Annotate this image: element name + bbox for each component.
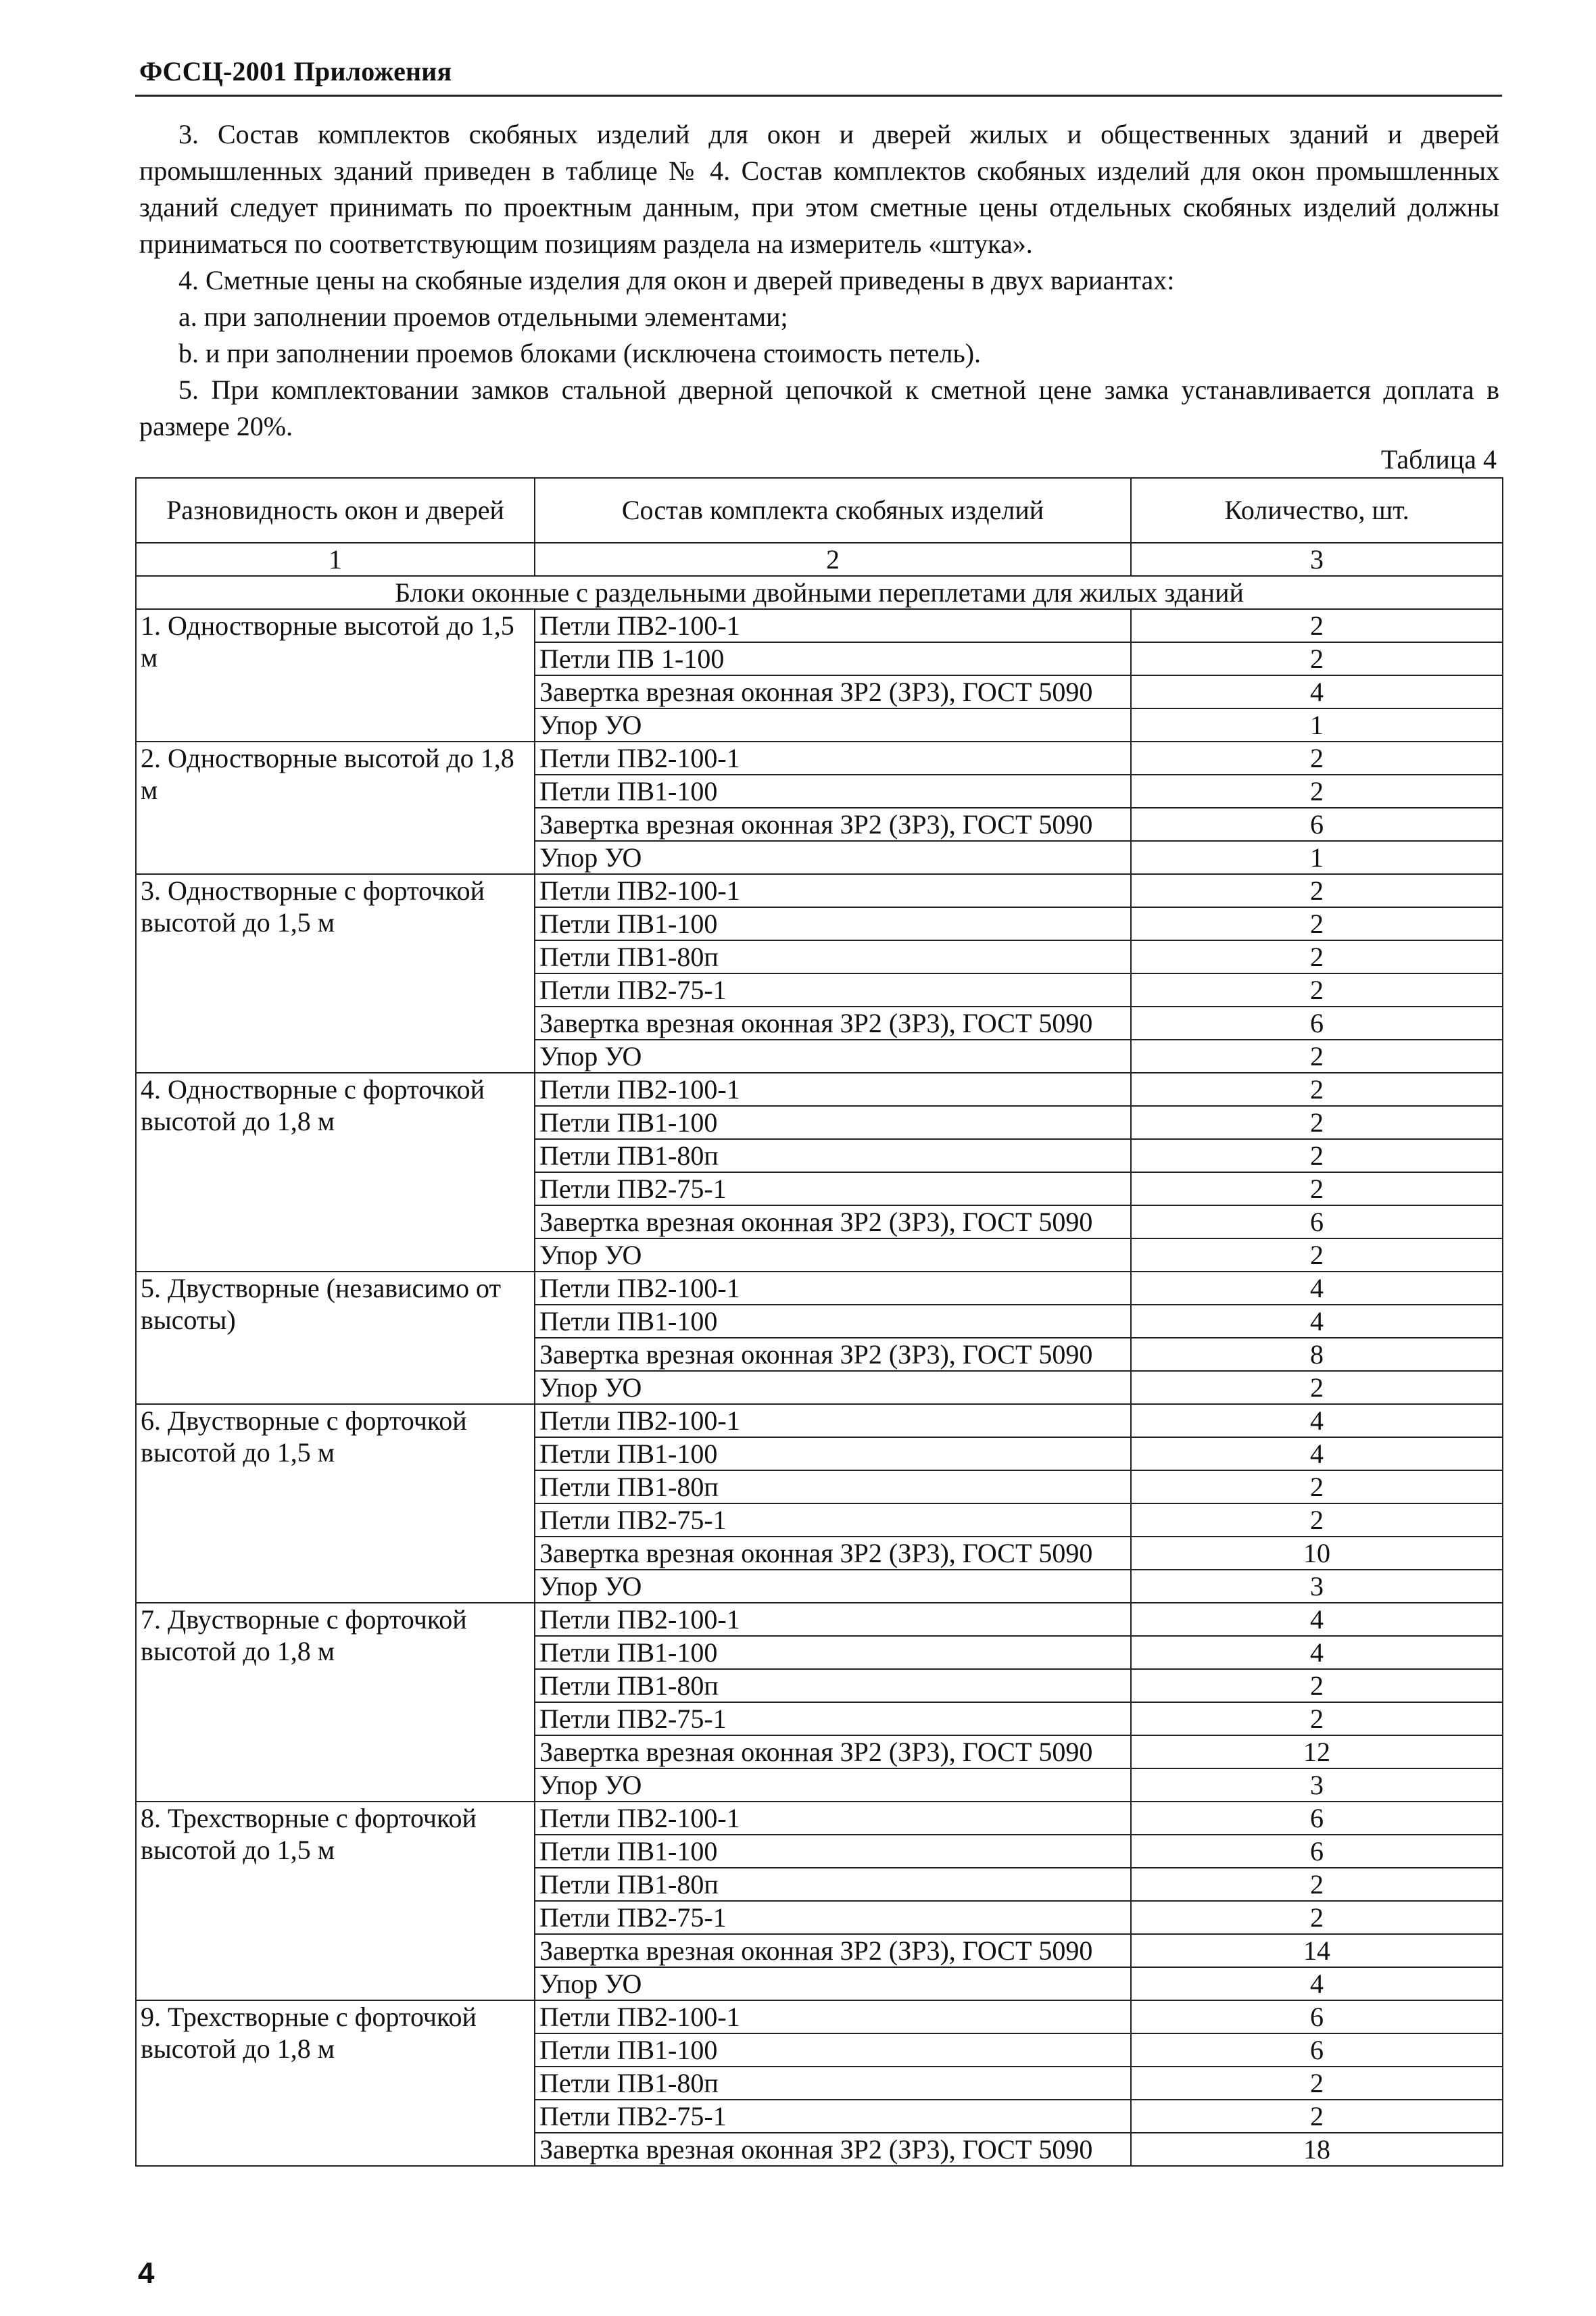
quantity-cell: 2	[1131, 874, 1503, 907]
quantity-cell: 10	[1131, 1537, 1503, 1570]
hardware-item-cell: Завертка врезная оконная ЗР2 (ЗР3), ГОСТ 5090	[535, 1205, 1131, 1238]
hardware-item-cell: Петли ПВ1-100	[535, 907, 1131, 940]
hardware-item-cell: Завертка врезная оконная ЗР2 (ЗР3), ГОСТ 5090	[535, 1934, 1131, 1967]
hardware-item-cell: Петли ПВ1-80п	[535, 1669, 1131, 1702]
header-window-kind: Разновидность окон и дверей	[136, 478, 535, 543]
window-kind-cell: 4. Одностворные с форточкой высотой до 1,8 м	[136, 1073, 535, 1272]
quantity-cell: 1	[1131, 708, 1503, 742]
quantity-cell: 4	[1131, 1272, 1503, 1305]
quantity-cell: 12	[1131, 1735, 1503, 1768]
hardware-item-cell: Петли ПВ2-100-1	[535, 742, 1131, 775]
table-caption: Таблица 4	[1380, 444, 1497, 475]
hardware-item-cell: Петли ПВ 1-100	[535, 642, 1131, 675]
quantity-cell: 6	[1131, 1007, 1503, 1040]
quantity-cell: 18	[1131, 2133, 1503, 2166]
hardware-item-cell: Петли ПВ1-100	[535, 2033, 1131, 2067]
header-hardware-set: Состав комплекта скобяных изделий	[535, 478, 1131, 543]
quantity-cell: 6	[1131, 1802, 1503, 1835]
window-kind-cell: 6. Двустворные с форточкой высотой до 1,5 м	[136, 1404, 535, 1603]
quantity-cell: 6	[1131, 2000, 1503, 2033]
column-number-1: 1	[136, 543, 535, 576]
quantity-cell: 14	[1131, 1934, 1503, 1967]
hardware-item-cell: Упор УО	[535, 841, 1131, 874]
quantity-cell: 2	[1131, 940, 1503, 973]
hardware-item-cell: Упор УО	[535, 1040, 1131, 1073]
section-title: Блоки оконные с раздельными двойными переплетами для жилых зданий	[136, 576, 1503, 609]
hardware-item-cell: Петли ПВ2-75-1	[535, 2100, 1131, 2133]
table-header-row	[136, 478, 1503, 543]
hardware-item-cell: Петли ПВ2-75-1	[535, 1901, 1131, 1934]
hardware-item-cell: Завертка врезная оконная ЗР2 (ЗР3), ГОСТ 5090	[535, 1537, 1131, 1570]
page-number: 4	[138, 2257, 155, 2290]
hardware-item-cell: Петли ПВ2-100-1	[535, 1603, 1131, 1636]
window-kind-cell: 3. Одностворные с форточкой высотой до 1,5 м	[136, 874, 535, 1073]
intro-text	[139, 116, 1499, 445]
quantity-cell: 4	[1131, 1603, 1503, 1636]
hardware-item-cell: Петли ПВ1-100	[535, 1106, 1131, 1139]
quantity-cell: 2	[1131, 1901, 1503, 1934]
quantity-cell: 1	[1131, 841, 1503, 874]
hardware-item-cell: Петли ПВ1-100	[535, 1305, 1131, 1338]
quantity-cell: 6	[1131, 1835, 1503, 1868]
hardware-item-cell: Петли ПВ2-100-1	[535, 609, 1131, 642]
quantity-cell: 2	[1131, 1238, 1503, 1272]
hardware-item-cell: Петли ПВ2-100-1	[535, 874, 1131, 907]
hardware-item-cell: Петли ПВ1-80п	[535, 1868, 1131, 1901]
hardware-item-cell: Завертка врезная оконная ЗР2 (ЗР3), ГОСТ 5090	[535, 675, 1131, 708]
table-row	[136, 2000, 1503, 2033]
hardware-item-cell: Упор УО	[535, 1371, 1131, 1404]
quantity-cell: 2	[1131, 1040, 1503, 1073]
quantity-cell: 2	[1131, 742, 1503, 775]
quantity-cell: 6	[1131, 808, 1503, 841]
quantity-cell: 2	[1131, 1073, 1503, 1106]
hardware-item-cell: Петли ПВ1-80п	[535, 1139, 1131, 1172]
table-row	[136, 1603, 1503, 1636]
table-row	[136, 1073, 1503, 1106]
hardware-item-cell: Петли ПВ1-100	[535, 1437, 1131, 1470]
quantity-cell: 6	[1131, 2033, 1503, 2067]
hardware-item-cell: Завертка врезная оконная ЗР2 (ЗР3), ГОСТ 5090	[535, 2133, 1131, 2166]
hardware-item-cell: Упор УО	[535, 1768, 1131, 1802]
column-number-2: 2	[535, 543, 1131, 576]
hardware-item-cell: Петли ПВ2-75-1	[535, 973, 1131, 1007]
table-row	[136, 874, 1503, 907]
quantity-cell: 2	[1131, 1868, 1503, 1901]
quantity-cell: 2	[1131, 2100, 1503, 2133]
table-row	[136, 609, 1503, 642]
column-number-row	[136, 543, 1503, 576]
quantity-cell: 4	[1131, 1404, 1503, 1437]
quantity-cell: 3	[1131, 1768, 1503, 1802]
section-row	[136, 576, 1503, 609]
hardware-item-cell: Петли ПВ1-80п	[535, 2067, 1131, 2100]
paragraph-4: 4. Сметные цены на скобяные изделия для окон и дверей приведены в двух вариантах:	[178, 265, 1175, 295]
quantity-cell: 2	[1131, 907, 1503, 940]
quantity-cell: 2	[1131, 2067, 1503, 2100]
quantity-cell: 2	[1131, 1669, 1503, 1702]
paragraph-5: 5. При комплектовании замков стальной дверной цепочкой к сметной цене замка устанавливается доплата в размере 20%.	[139, 375, 1499, 441]
paragraph-4a: a. при заполнении проемов отдельными элементами;	[178, 301, 788, 332]
hardware-item-cell: Завертка врезная оконная ЗР2 (ЗР3), ГОСТ 5090	[535, 1338, 1131, 1371]
window-kind-cell: 2. Одностворные высотой до 1,8 м	[136, 742, 535, 874]
running-title: ФССЦ-2001 Приложения	[139, 56, 452, 87]
quantity-cell: 2	[1131, 642, 1503, 675]
column-number-3: 3	[1131, 543, 1503, 576]
hardware-item-cell: Петли ПВ2-75-1	[535, 1172, 1131, 1205]
quantity-cell: 2	[1131, 609, 1503, 642]
hardware-item-cell: Петли ПВ2-100-1	[535, 1802, 1131, 1835]
hardware-item-cell: Упор УО	[535, 1238, 1131, 1272]
quantity-cell: 2	[1131, 1503, 1503, 1537]
window-kind-cell: 8. Трехстворные с форточкой высотой до 1,5 м	[136, 1802, 535, 2000]
hardware-item-cell: Завертка врезная оконная ЗР2 (ЗР3), ГОСТ 5090	[535, 1735, 1131, 1768]
quantity-cell: 4	[1131, 1967, 1503, 2000]
hardware-item-cell: Петли ПВ1-100	[535, 1636, 1131, 1669]
quantity-cell: 6	[1131, 1205, 1503, 1238]
window-kind-cell: 7. Двустворные с форточкой высотой до 1,8 м	[136, 1603, 535, 1802]
quantity-cell: 4	[1131, 1437, 1503, 1470]
quantity-cell: 2	[1131, 775, 1503, 808]
window-kind-cell: 9. Трехстворные с форточкой высотой до 1,8 м	[136, 2000, 535, 2166]
quantity-cell: 2	[1131, 1106, 1503, 1139]
paragraph-4b: b. и при заполнении проемов блоками (исключена стоимость петель).	[178, 338, 982, 368]
header-rule	[135, 95, 1502, 97]
hardware-item-cell: Завертка врезная оконная ЗР2 (ЗР3), ГОСТ 5090	[535, 808, 1131, 841]
hardware-item-cell: Петли ПВ2-100-1	[535, 1073, 1131, 1106]
paragraph-3: 3. Состав комплектов скобяных изделий для окон и дверей жилых и общественных зданий и дверей промышленных зданий приведен в таблице № 4. Состав комплектов скобяных изделий для окон промышленных зданий следует принимать по проектным данным, при этом сметные цены отдельных скобяных изделий должны приниматься по соответствующим позициям раздела на измеритель «штука».	[139, 119, 1499, 259]
quantity-cell: 2	[1131, 1172, 1503, 1205]
table-row	[136, 742, 1503, 775]
quantity-cell: 4	[1131, 1305, 1503, 1338]
header-quantity: Количество, шт.	[1131, 478, 1503, 543]
hardware-item-cell: Петли ПВ2-100-1	[535, 2000, 1131, 2033]
table-row	[136, 1272, 1503, 1305]
quantity-cell: 2	[1131, 1470, 1503, 1503]
quantity-cell: 3	[1131, 1570, 1503, 1603]
hardware-item-cell: Петли ПВ2-100-1	[535, 1404, 1131, 1437]
table-row	[136, 1802, 1503, 1835]
hardware-item-cell: Петли ПВ2-75-1	[535, 1702, 1131, 1735]
hardware-item-cell: Петли ПВ1-80п	[535, 940, 1131, 973]
quantity-cell: 2	[1131, 1139, 1503, 1172]
window-kind-cell: 5. Двустворные (независимо от высоты)	[136, 1272, 535, 1404]
quantity-cell: 8	[1131, 1338, 1503, 1371]
hardware-item-cell: Петли ПВ1-100	[535, 1835, 1131, 1868]
quantity-cell: 2	[1131, 1702, 1503, 1735]
hardware-item-cell: Петли ПВ1-100	[535, 775, 1131, 808]
hardware-item-cell: Петли ПВ1-80п	[535, 1470, 1131, 1503]
hardware-item-cell: Петли ПВ2-75-1	[535, 1503, 1131, 1537]
hardware-item-cell: Упор УО	[535, 708, 1131, 742]
hardware-set-table	[135, 477, 1503, 2167]
hardware-item-cell: Упор УО	[535, 1570, 1131, 1603]
hardware-item-cell: Упор УО	[535, 1967, 1131, 2000]
quantity-cell: 2	[1131, 973, 1503, 1007]
quantity-cell: 4	[1131, 1636, 1503, 1669]
quantity-cell: 4	[1131, 675, 1503, 708]
window-kind-cell: 1. Одностворные высотой до 1,5 м	[136, 609, 535, 742]
quantity-cell: 2	[1131, 1371, 1503, 1404]
hardware-item-cell: Петли ПВ2-100-1	[535, 1272, 1131, 1305]
table-row	[136, 1404, 1503, 1437]
hardware-item-cell: Завертка врезная оконная ЗР2 (ЗР3), ГОСТ 5090	[535, 1007, 1131, 1040]
